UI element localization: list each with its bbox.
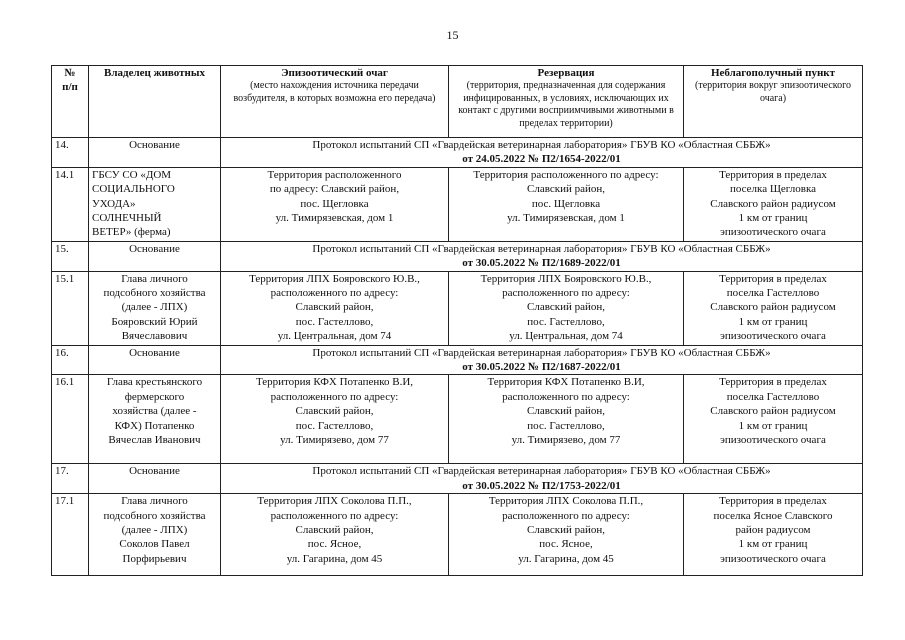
section-num: 15. — [52, 241, 89, 271]
page-number: 15 — [446, 28, 459, 42]
section-num: 17. — [52, 464, 89, 494]
epizootic-table — [51, 65, 863, 576]
row-num: 14.1 — [52, 167, 89, 241]
protocol-date: от 30.05.2022 № П2/1687-2022/01 — [462, 361, 621, 374]
header-reservation-title: Резервация — [537, 67, 595, 79]
table-header-row — [52, 66, 863, 138]
owner-cell: Глава личного подсобного хозяйства (далее - ЛПХ) Соколов Павел Порфирьевич — [89, 494, 221, 576]
section-row — [52, 345, 863, 375]
protocol-date: от 30.05.2022 № П2/1689-2022/01 — [462, 257, 621, 270]
protocol-cell — [221, 464, 863, 494]
protocol-text: Протокол испытаний СП «Гвардейская ветеринарная лаборатория» ГБУВ КО «Областная СББЖ» — [312, 465, 771, 478]
header-reservation — [449, 66, 684, 138]
section-num: 16. — [52, 345, 89, 375]
section-row — [52, 241, 863, 271]
protocol-cell — [221, 345, 863, 375]
protocol-cell — [221, 241, 863, 271]
reservation-cell: Территория КФХ Потапенко В.И, расположенного по адресу: Славский район, пос. Гастеллово, ул. Тимирязево, дом 77 — [449, 375, 684, 464]
header-unfavorable-sub: (территория вокруг эпизоотического очага) — [695, 80, 851, 104]
table-row — [52, 494, 863, 576]
header-focus-title: Эпизоотический очаг — [281, 67, 388, 79]
reservation-cell: Территория расположенного по адресу: Славский район, пос. Щегловка ул. Тимирязевская, дом 1 — [449, 167, 684, 241]
protocol-text: Протокол испытаний СП «Гвардейская ветеринарная лаборатория» ГБУВ КО «Областная СББЖ» — [312, 139, 771, 151]
header-reservation-sub: (территория, предназначенная для содержания инфицированных, в условиях, исключающих их контакт с другими восприимчивыми животными в пределах территории) — [458, 80, 674, 129]
reservation-cell: Территория ЛПХ Бояровского Ю.В., расположенного по адресу: Славский район, пос. Гастеллово, ул. Центральная, дом 74 — [449, 271, 684, 345]
header-unfavorable-title: Неблагополучный пункт — [710, 67, 836, 79]
protocol-date: от 30.05.2022 № П2/1753-2022/01 — [462, 479, 621, 492]
header-unfavorable — [684, 66, 863, 138]
row-num: 17.1 — [52, 494, 89, 576]
table-row — [52, 375, 863, 464]
focus-cell: Территория расположенного по адресу: Славский район, пос. Щегловка ул. Тимирязевская, дом 1 — [221, 167, 449, 241]
section-row — [52, 138, 863, 168]
header-focus — [221, 66, 449, 138]
unfavorable-cell: Территория в пределах поселка Гастеллово Славского район радиусом 1 км от границ эпизоотического очага — [684, 375, 863, 464]
table-row — [52, 271, 863, 345]
owner-cell: Глава личного подсобного хозяйства (далее - ЛПХ) Бояровский Юрий Вячеславович — [89, 271, 221, 345]
unfavorable-cell: Территория в пределах поселка Щегловка Славского район радиусом 1 км от границ эпизоотического очага — [684, 167, 863, 241]
row-num: 15.1 — [52, 271, 89, 345]
reservation-cell: Территория ЛПХ Соколова П.П., расположенного по адресу: Славский район, пос. Ясное, ул. Гагарина, дом 45 — [449, 494, 684, 576]
section-num: 14. — [52, 138, 89, 168]
focus-cell: Территория ЛПХ Бояровского Ю.В., расположенного по адресу: Славский район, пос. Гастеллово, ул. Центральная, дом 74 — [221, 271, 449, 345]
header-num: № п/п — [52, 66, 89, 138]
basis-label: Основание — [89, 138, 221, 168]
unfavorable-cell: Территория в пределах поселка Ясное Славского район радиусом 1 км от границ эпизоотического очага — [684, 494, 863, 576]
protocol-date: от 24.05.2022 № П2/1654-2022/01 — [462, 153, 621, 166]
basis-label: Основание — [89, 241, 221, 271]
header-owner: Владелец животных — [89, 66, 221, 138]
row-num: 16.1 — [52, 375, 89, 464]
owner-cell: ГБСУ СО «ДОМ СОЦИАЛЬНОГО УХОДА» СОЛНЕЧНЫЙ ВЕТЕР» (ферма) — [89, 167, 221, 241]
unfavorable-cell: Территория в пределах поселка Гастеллово Славского район радиусом 1 км от границ эпизоотического очага — [684, 271, 863, 345]
protocol-text: Протокол испытаний СП «Гвардейская ветеринарная лаборатория» ГБУВ КО «Областная СББЖ» — [312, 346, 771, 359]
focus-cell: Территория ЛПХ Соколова П.П., расположенного по адресу: Славский район, пос. Ясное, ул. Гагарина, дом 45 — [221, 494, 449, 576]
section-row — [52, 464, 863, 494]
header-focus-sub: (место нахождения источника передачи возбудителя, в которых возможна его передача) — [233, 80, 436, 104]
protocol-text: Протокол испытаний СП «Гвардейская ветеринарная лаборатория» ГБУВ КО «Областная СББЖ» — [312, 242, 771, 255]
owner-cell: Глава крестьянского фермерского хозяйства (далее - КФХ) Потапенко Вячеслав Иванович — [89, 375, 221, 464]
basis-label: Основание — [89, 345, 221, 375]
basis-label: Основание — [89, 464, 221, 494]
table-row — [52, 167, 863, 241]
protocol-cell — [221, 138, 863, 168]
focus-cell: Территория КФХ Потапенко В.И, расположенного по адресу: Славский район, пос. Гастеллово, ул. Тимирязево, дом 77 — [221, 375, 449, 464]
